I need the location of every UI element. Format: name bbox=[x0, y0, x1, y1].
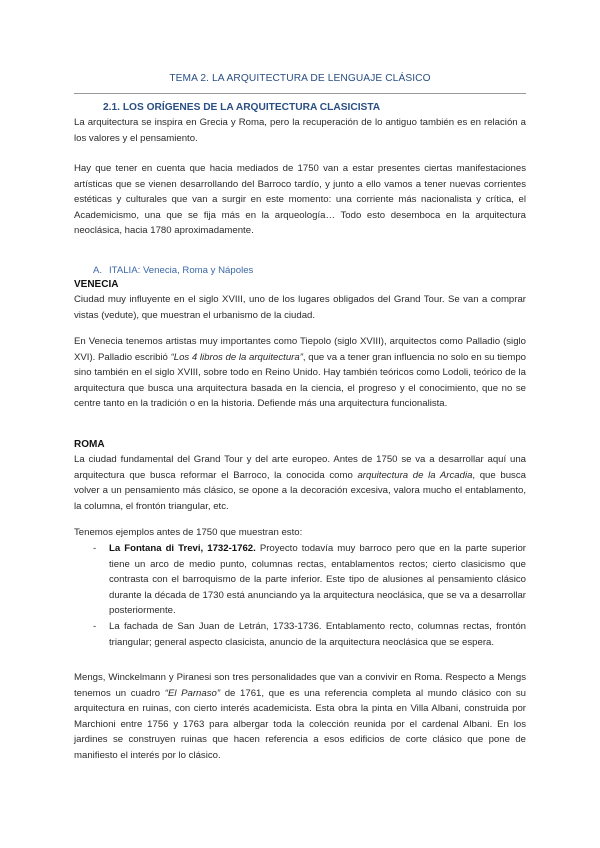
page-title: TEMA 2. LA ARQUITECTURA DE LENGUAJE CLÁSICO bbox=[169, 73, 431, 84]
painting-title: “El Parnaso” bbox=[164, 687, 221, 699]
section-a-heading bbox=[93, 265, 253, 276]
venecia-paragraph-2: En Venecia tenemos artistas muy importantes como Tiepolo (siglo XVIII), arquitectos como Palladio (siglo XVI). Palladio escribió “Los 4 libros de la arquitectura”, que va a tener gran influencia no solo en su tiempo sino también en el siglo XVIII, sobre todo en Reino Unido. Hay también teóricos como Lodoli, teórico de la arquitectura que busca una arquitectura basada en la ciencia, el progreso y el conocimiento, que no se centre tanto en la tradición o en la historia. Defiende más una arquitectura funcionalista. bbox=[74, 336, 526, 410]
section-subtitle: 2.1. LOS ORÍGENES DE LA ARQUITECTURA CLASICISTA bbox=[103, 102, 381, 113]
list-item: - La Fontana di Trevi, 1732-1762. Proyecto todavía muy barroco pero que en la parte superior tiene un arco de medio punto, columnas rectas, entablamentos rectos; cierto clasicismo que contrasta con el barroquismo de la parte inferior. Este tipo de alusiones al pensamiento clásico durante la década de 1730 está anunciando ya la arquitectura neoclásica, que se va a desarrollar posteriormente. bbox=[93, 543, 526, 617]
arcadia-term: arquitectura de la Arcadia bbox=[357, 469, 473, 481]
roma-paragraph-3: Mengs, Winckelmann y Piranesi son tres personalidades que van a convivir en Roma. Respecto a Mengs tenemos un cuadro “El Parnaso” de 1761, que es una referencia completa al mundo clásico con su arquitectura en ruinas, con cierto interés academicista. Esta obra la pinta en Villa Albani, construida por Marchioni entre 1756 y 1763 para albergar toda la colección reunida por el cardenal Albani. En los jardines se construyen ruinas que hacen referencia a esos edificios de corte clásico que pone de manifiesto el interés por lo clásico. bbox=[74, 672, 526, 761]
section-a-marker: A. bbox=[93, 265, 103, 276]
venecia-heading: VENECIA bbox=[74, 279, 119, 290]
roma-paragraph-2: Tenemos ejemplos antes de 1750 que muestran esto: bbox=[74, 527, 303, 538]
roma-paragraph-1: La ciudad fundamental del Grand Tour y del arte europeo. Antes de 1750 se va a desarrollar aquí una arquitectura que busca reformar el Barroco, la conocida como arquitectura de la Arcadia, que busca volver a un pensamiento más clásico, se opone a la decoración excesiva, valora mucho el entablamento, la columna, el frontón triangular, etc. bbox=[74, 454, 526, 512]
list-item: - La fachada de San Juan de Letrán, 1733-1736. Entablamento recto, columnas rectas, frontón triangular; general aspecto clasicista, anuncio de la arquitectura neoclásica que se espera. bbox=[93, 620, 526, 648]
intro-paragraph-1: La arquitectura se inspira en Grecia y Roma, pero la recuperación de lo antiguo también es en relación a los valores y el pensamiento. bbox=[74, 117, 526, 144]
section-a-label: ITALIA: Venecia, Roma y Nápoles bbox=[109, 265, 254, 276]
intro-paragraph-2: Hay que tener en cuenta que hacia mediados de 1750 van a estar presentes ciertas manifestaciones artísticas que se vienen desarrollando del Barroco tardío, y junto a ello vamos a tener nuevas corrientes estéticas y culturales que van a surgir en este momento: una corriente más nacionalista y crítica, el Academicismo, una que se fija más en la arqueología… Todo esto desemboca en la arquitectura neoclásica, hacia 1780 aproximadamente. bbox=[74, 163, 526, 237]
title-divider bbox=[74, 93, 526, 94]
book-title: “Los 4 libros de la arquitectura” bbox=[170, 351, 303, 363]
roma-examples-list bbox=[93, 541, 526, 650]
venecia-paragraph-1: Ciudad muy influyente en el siglo XVIII, uno de los lugares obligados del Grand Tour. Se van a comprar vistas (vedute), que muestran el urbanismo de la ciudad. bbox=[74, 294, 526, 321]
roma-heading: ROMA bbox=[74, 439, 105, 450]
